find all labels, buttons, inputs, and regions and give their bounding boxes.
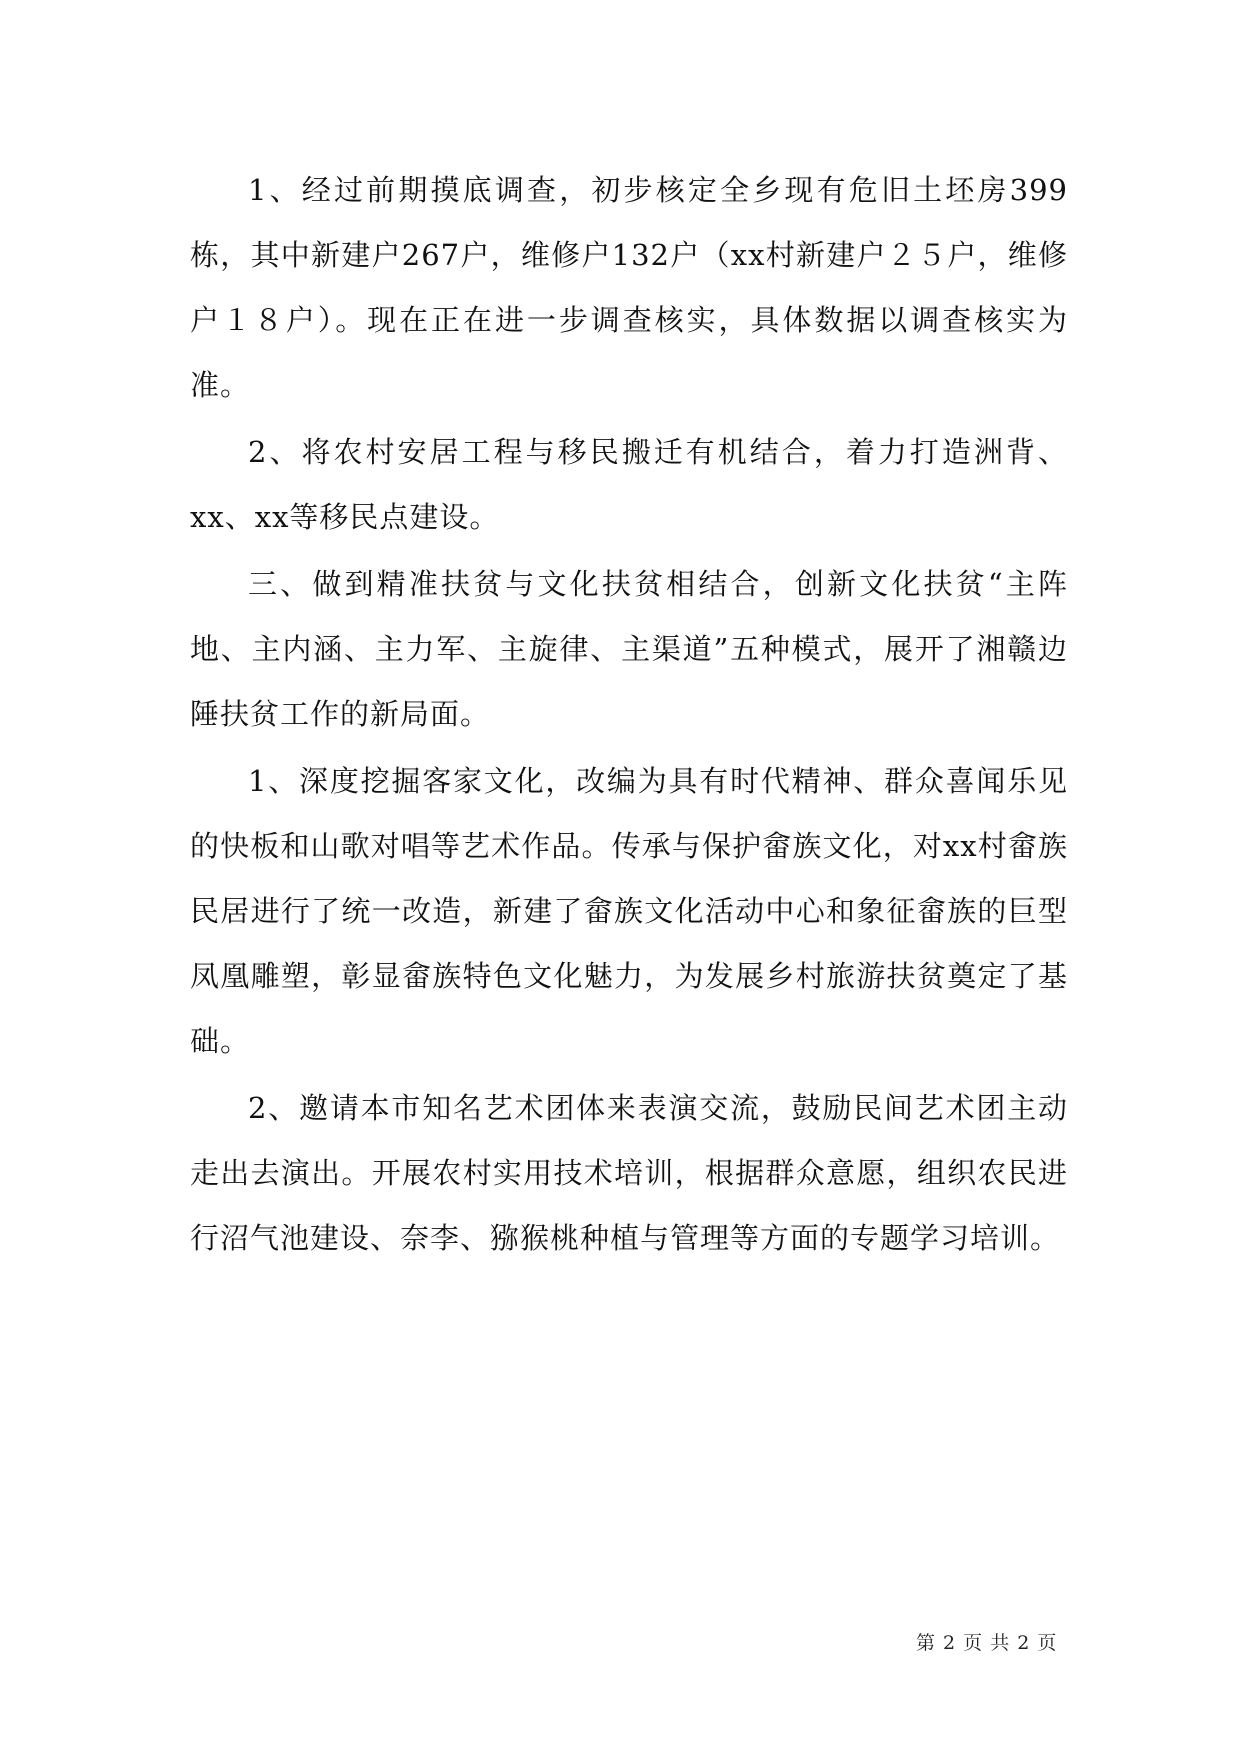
document-body xyxy=(190,158,1068,1273)
page-number-footer: 第 2 页 共 2 页 xyxy=(916,1632,1058,1654)
paragraph-housing-survey: 1、经过前期摸底调查，初步核定全乡现有危旧土坯房399栋，其中新建户267户，维修户132户（xx村新建户２５户，维修户１８户）。现在正在进一步调查核实，具体数据以调查核实为准。 xyxy=(190,173,1068,402)
paragraph-hakka-culture: 1、深度挖掘客家文化，改编为具有时代精神、群众喜闻乐见的快板和山歌对唱等艺术作品。传承与保护畲族文化，对xx村畲族民居进行了统一改造，新建了畲族文化活动中心和象征畲族的巨型凤凰雕塑，彰显畲族特色文化魅力，为发展乡村旅游扶贫奠定了基础。 xyxy=(190,764,1068,1058)
paragraph-relocation: 2、将农村安居工程与移民搬迁有机结合，着力打造洲背、xx、xx等移民点建设。 xyxy=(190,435,1068,534)
paragraph-section-three-heading: 三、做到精准扶贫与文化扶贫相结合，创新文化扶贫“主阵地、主内涵、主力军、主旋律、主渠道”五种模式，展开了湘赣边陲扶贫工作的新局面。 xyxy=(190,567,1068,731)
paragraph-art-training: 2、邀请本市知名艺术团体来表演交流，鼓励民间艺术团主动走出去演出。开展农村实用技术培训，根据群众意愿，组织农民进行沼气池建设、奈李、猕猴桃种植与管理等方面的专题学习培训。 xyxy=(190,1091,1068,1255)
